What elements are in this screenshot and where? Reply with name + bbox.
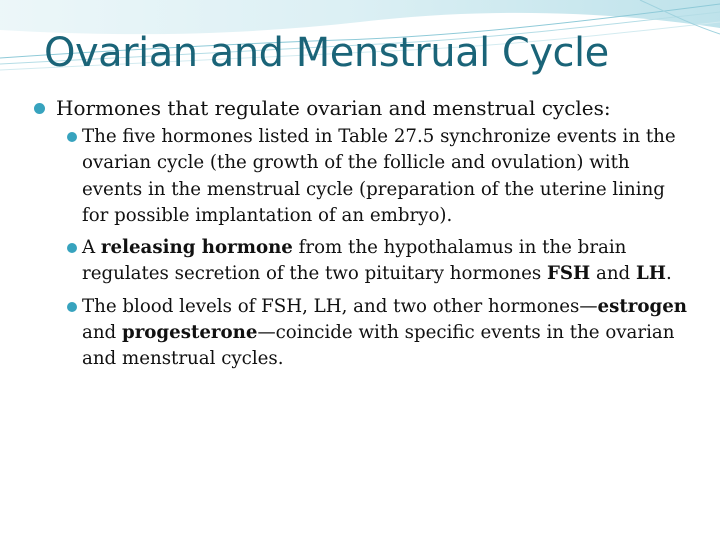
bullet-text-segment: . bbox=[665, 263, 672, 285]
slide-title: Ovarian and Menstrual Cycle bbox=[44, 30, 609, 76]
bullet-dot-icon bbox=[67, 132, 77, 142]
bullet-dot-icon bbox=[67, 243, 77, 253]
bullet-dot-icon bbox=[34, 103, 45, 114]
bullet-text-segment: and bbox=[590, 263, 636, 285]
bold-term: releasing hormone bbox=[100, 237, 293, 259]
bold-term: FSH bbox=[546, 263, 591, 285]
bullet-text-segment: from the hypothalamus in the brain regulates secretion of the two pituitary hormones bbox=[82, 237, 627, 285]
slide-content bbox=[20, 94, 700, 379]
bullet-text-segment: and bbox=[82, 322, 122, 344]
bullet-text-segment: A bbox=[82, 237, 101, 259]
bullet-level1 bbox=[20, 94, 700, 122]
bullet-level1-text: Hormones that regulate ovarian and menstrual cycles: bbox=[56, 96, 611, 120]
bullet-text-segment: The blood levels of FSH, LH, and two other hormones— bbox=[82, 295, 598, 317]
bullet-level2-item bbox=[20, 124, 700, 229]
bold-term: progesterone bbox=[121, 322, 258, 344]
bold-term: estrogen bbox=[597, 295, 687, 317]
bullet-text-segment: —coincide with specific events in the ovarian and menstrual cycles. bbox=[82, 322, 675, 370]
bullet-level2-item bbox=[20, 294, 700, 373]
bold-term: LH bbox=[635, 263, 666, 285]
bullet-text: The five hormones listed in Table 27.5 synchronize events in the ovarian cycle (the growth of the follicle and ovulation) with events in the menstrual cycle (preparation of the uterine lining for possible implantation of an embryo). bbox=[82, 126, 676, 226]
bullet-dot-icon bbox=[67, 302, 77, 312]
bullet-level2-item bbox=[20, 235, 700, 288]
